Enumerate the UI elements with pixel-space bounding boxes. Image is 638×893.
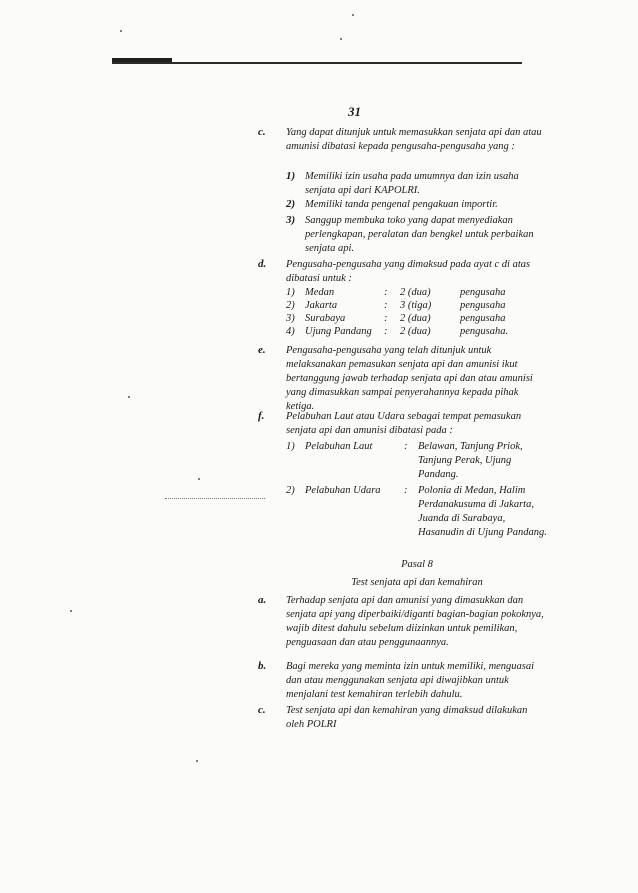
quota-unit: pengusaha: [460, 300, 506, 311]
quota-colon: :: [384, 287, 388, 298]
pasal-title: Pasal 8: [401, 559, 433, 570]
item-d-text: Pengusaha-pengusaha yang dimaksud pada ayat c di atas dibatasi untuk :: [286, 259, 531, 284]
quota-unit: pengusaha: [460, 313, 506, 324]
pasal-item-letter: a.: [258, 594, 267, 606]
pasal-item-letter: b.: [258, 660, 267, 672]
quota-unit: pengusaha: [460, 287, 506, 298]
item-c-sub-text: Memiliki izin usaha pada umumnya dan izin usaha senjata api dari KAPOLRI.: [305, 171, 519, 196]
quota-count: 3 (tiga): [400, 300, 432, 311]
pasal-item-text: Terhadap senjata api dan amunisi yang dimasukkan dan senjata api yang diperbaiki/diganti bagian-bagian pokoknya, wajib ditest dahulu sebelum diizinkan untuk pemilikan, penguasaan dan atau penggunaannya.: [286, 595, 544, 648]
quota-city: Medan: [305, 287, 335, 298]
quota-num: 2): [286, 300, 295, 311]
item-c-letter: c.: [258, 126, 266, 138]
scan-speck: [352, 14, 354, 16]
port-name: Pelabuhan Laut: [305, 441, 373, 452]
scan-speck: [198, 478, 200, 480]
quota-count: 2 (dua): [400, 313, 431, 324]
quota-num: 4): [286, 326, 295, 337]
port-name: Pelabuhan Udara: [305, 485, 381, 496]
quota-colon: :: [384, 313, 388, 324]
quota-count: 2 (dua): [400, 326, 431, 337]
pasal-item-text: Test senjata api dan kemahiran yang dimaksud dilakukan oleh POLRI: [286, 705, 528, 730]
quota-count: 2 (dua): [400, 287, 431, 298]
quota-city: Surabaya: [305, 313, 346, 324]
item-d-letter: d.: [258, 258, 267, 270]
port-num: 1): [286, 441, 295, 452]
quota-city: Ujung Pandang: [305, 326, 372, 337]
scan-speck: [120, 30, 122, 32]
item-f-letter: f.: [258, 410, 265, 422]
scan-speck: [128, 396, 130, 398]
scan-speck: [340, 38, 342, 40]
quota-num: 3): [286, 313, 295, 324]
port-value: Polonia di Medan, Halim Perdanakusuma di Jakarta, Juanda di Surabaya, Hasanudin di Ujung Pandang.: [418, 485, 547, 538]
scan-speck: [70, 610, 72, 612]
port-colon: :: [404, 441, 408, 452]
item-e-text: Pengusaha-pengusaha yang telah ditunjuk untuk melaksanakan pemasukan senjata api dan amunisi ikut bertanggung jawab terhadap senjata api dan atau amunisi yang dimasukkan sampai penyerahannya kepada pihak ketiga.: [286, 345, 533, 412]
scan-dotted-line: [165, 498, 265, 499]
port-colon: :: [404, 485, 408, 496]
item-c-sub-num: 2): [286, 198, 296, 210]
item-c-text: Yang dapat ditunjuk untuk memasukkan senjata api dan atau amunisi dibatasi kepada pengusaha-pengusaha yang :: [286, 127, 542, 152]
pasal-subtitle: Test senjata api dan kemahiran: [351, 577, 483, 588]
scan-rule: [112, 62, 522, 64]
pasal-item-letter: c.: [258, 704, 266, 716]
port-num: 2): [286, 485, 295, 496]
quota-colon: :: [384, 300, 388, 311]
item-c-sub-num: 1): [286, 170, 296, 182]
quota-colon: :: [384, 326, 388, 337]
page-number: 31: [348, 104, 361, 119]
item-c-sub-text: Memiliki tanda pengenal pengakuan importir.: [305, 199, 498, 210]
quota-city: Jakarta: [305, 300, 338, 311]
item-c-sub-text: Sanggup membuka toko yang dapat menyediakan perlengkapan, peralatan dan bengkel untuk perbaikan senjata api.: [305, 215, 534, 254]
item-c-sub-num: 3): [286, 214, 296, 226]
pasal-item-text: Bagi mereka yang meminta izin untuk memiliki, menguasai dan atau menggunakan senjata api diwajibkan untuk menjalani test kemahiran terlebih dahulu.: [286, 661, 535, 700]
quota-num: 1): [286, 287, 295, 298]
item-e-letter: e.: [258, 344, 266, 356]
item-f-text: Pelabuhan Laut atau Udara sebagai tempat pemasukan senjata api dan amunisi dibatasi pada :: [286, 411, 522, 436]
port-value: Belawan, Tanjung Priok, Tanjung Perak, Ujung Pandang.: [418, 441, 523, 480]
quota-unit: pengusaha.: [460, 326, 509, 337]
scan-speck: [196, 760, 198, 762]
